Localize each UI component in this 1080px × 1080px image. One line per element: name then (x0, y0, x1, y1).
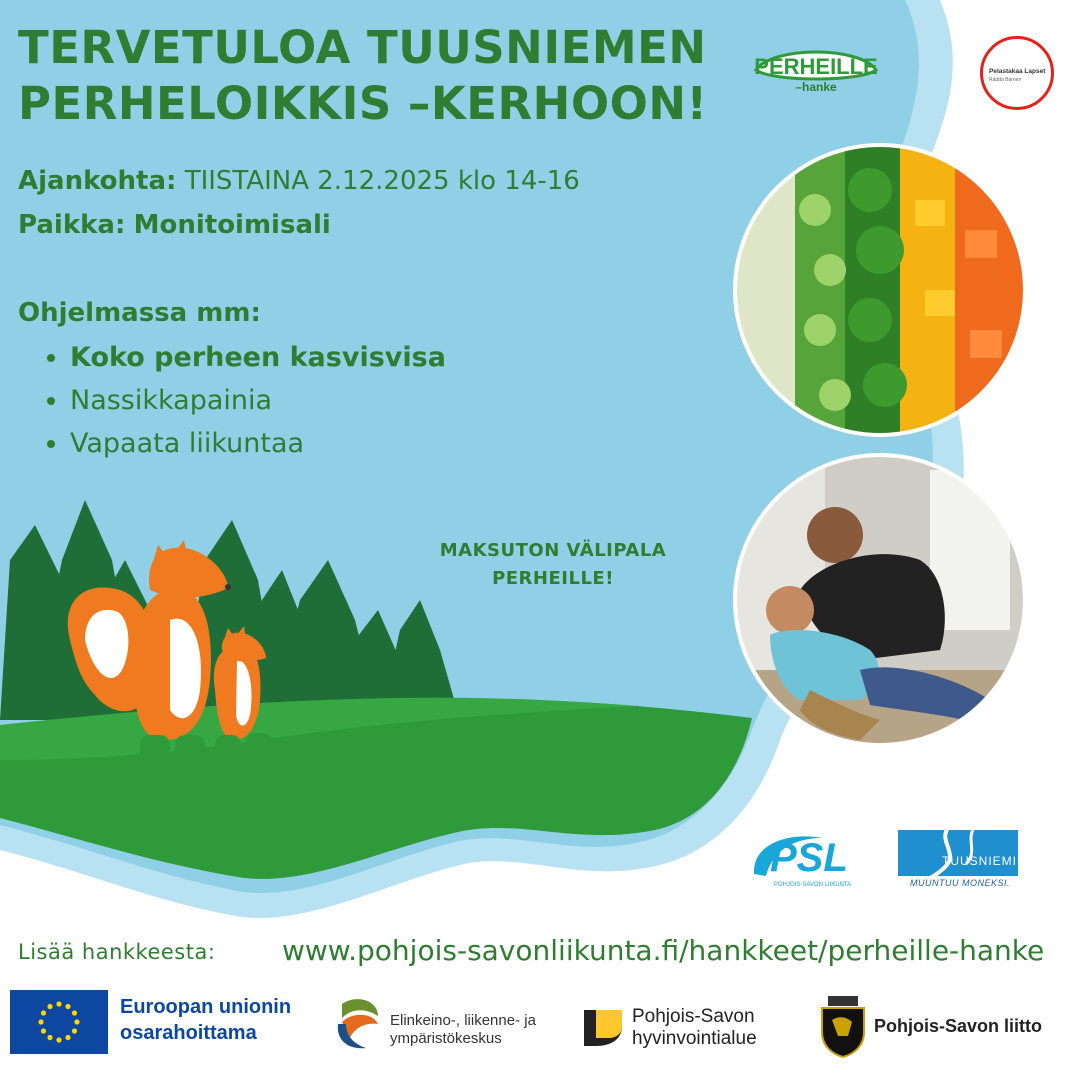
tuusniemi-logo-text: TUUSNIEMI (942, 854, 1017, 868)
time-label: Ajankohta: (18, 166, 177, 196)
hva-line-2: hyvinvointialue (632, 1028, 757, 1049)
pelastakaa-logo-sub: Rädda Barnen (989, 77, 1022, 83)
perheille-logo-text: PERHEILLE (754, 54, 878, 79)
psl-logo-text: PSL (770, 836, 848, 880)
hyvinvointialue-text (632, 1006, 757, 1050)
ely-line-1: Elinkeino-, liikenne- ja (390, 1012, 536, 1029)
hyvinvointialue-icon (582, 1006, 624, 1048)
snack-line-2: PERHEILLE! (492, 568, 614, 589)
project-url-link[interactable]: www.pohjois-savonliikunta.fi/hankkeet/perheille-hanke (282, 934, 1045, 967)
eu-flag-icon (10, 990, 108, 1054)
event-place (18, 210, 331, 240)
liitto-text: Pohjois-Savon liitto (874, 1016, 1043, 1036)
perheille-logo-sub: –hanke (795, 80, 837, 94)
eu-line-1: Euroopan unionin (120, 996, 292, 1018)
program-list (40, 336, 446, 465)
program-heading: Ohjelmassa mm: (18, 298, 261, 328)
title-line-1: TERVETULOA TUUSNIEMEN (18, 21, 707, 74)
title-line-2: PERHELOIKKIS –KERHOON! (18, 77, 708, 130)
ely-line-2: ympäristökeskus (390, 1030, 502, 1047)
list-item: • Koko perheen kasvisvisa (70, 336, 446, 379)
page-title (18, 20, 708, 132)
place-value: Monitoimisali (133, 210, 331, 240)
time-value: TIISTAINA 2.12.2025 klo 14-16 (184, 166, 580, 196)
tuusniemi-logo (878, 828, 1020, 892)
list-item: • Nassikkapainia (70, 379, 446, 422)
pelastakaa-logo-text: Pelastakaa Lapset (989, 68, 1046, 75)
ely-icon (332, 994, 382, 1052)
hva-line-1: Pohjois-Savon (632, 1006, 755, 1027)
coat-of-arms-icon (820, 996, 866, 1058)
eu-line-2: osarahoittama (120, 1022, 257, 1044)
pelastakaa-lapset-logo (980, 36, 1054, 110)
snack-line-1: MAKSUTON VÄLIPALA (439, 540, 667, 561)
tuusniemi-logo-sub: MUUNTUU MONEKSI. (910, 878, 1010, 888)
perheille-hanke-logo (752, 40, 880, 96)
place-label: Paikka: (18, 210, 126, 240)
event-time (18, 166, 580, 196)
psl-logo (752, 832, 852, 894)
free-snack-text (408, 537, 698, 593)
list-item: • Vapaata liikuntaa (70, 422, 446, 465)
psl-logo-sub: POHJOIS-SAVON LIIKUNTA (774, 882, 852, 888)
eu-stars (10, 990, 108, 1054)
eu-funding-text (120, 994, 291, 1046)
ely-text (390, 1012, 536, 1048)
more-info-label: Lisää hankkeesta: (18, 940, 216, 964)
